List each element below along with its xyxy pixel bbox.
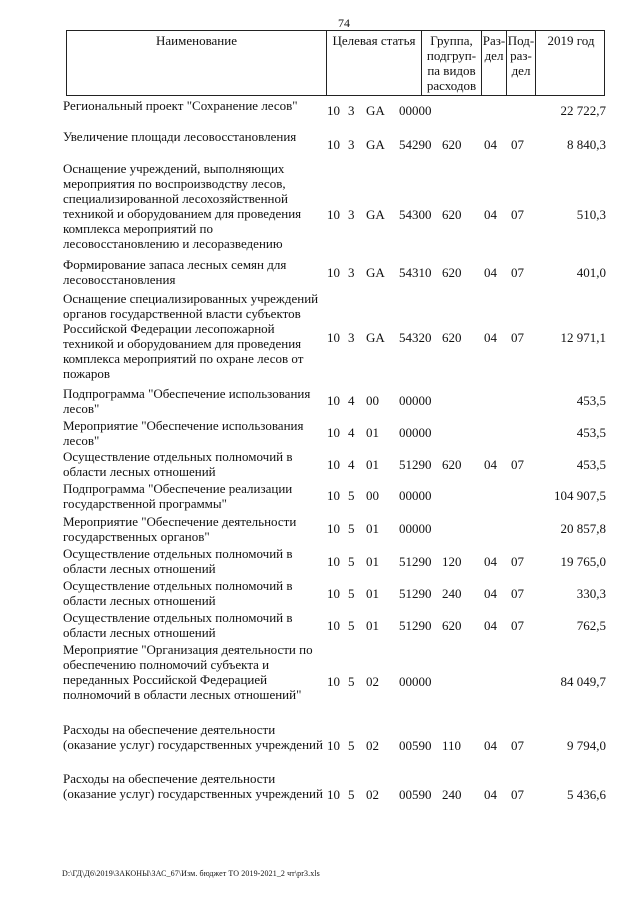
row-name: Осуществление отдельных полномочий в области лесных отношений <box>63 610 293 640</box>
amount-2019: 330,3 <box>576 586 606 601</box>
target-part-2: 5 <box>348 586 355 601</box>
target-part-3: 02 <box>366 738 379 753</box>
row-name: Расходы на обеспечение деятельности (оказание услуг) государственных учреждений <box>63 771 323 801</box>
subsection-code: 07 <box>511 738 524 753</box>
section-code: 04 <box>484 554 497 569</box>
target-part-1: 10 <box>327 425 340 440</box>
subsection-code: 07 <box>511 265 524 280</box>
target-part-2: 5 <box>348 521 355 536</box>
amount-2019: 19 765,0 <box>560 554 606 569</box>
row-name: Мероприятие "Обеспечение деятельности государственных органов" <box>63 514 297 544</box>
target-part-4: 51290 <box>399 457 432 472</box>
target-part-4: 51290 <box>399 586 432 601</box>
target-part-3: 01 <box>366 425 379 440</box>
target-part-3: 01 <box>366 586 379 601</box>
section-code: 04 <box>484 738 497 753</box>
target-part-2: 5 <box>348 618 355 633</box>
target-part-1: 10 <box>327 554 340 569</box>
expense-group: 620 <box>442 457 462 472</box>
amount-2019: 9 794,0 <box>567 738 606 753</box>
expense-group: 620 <box>442 207 462 222</box>
target-part-2: 4 <box>348 393 355 408</box>
target-part-3: GA <box>366 103 385 118</box>
target-part-3: GA <box>366 330 385 345</box>
subsection-code: 07 <box>511 207 524 222</box>
target-part-4: 00000 <box>399 425 432 440</box>
header-name: Наименование <box>156 33 237 48</box>
target-part-1: 10 <box>327 787 340 802</box>
row-name: Региональный проект "Сохранение лесов" <box>63 98 298 113</box>
target-part-2: 4 <box>348 425 355 440</box>
section-code: 04 <box>484 787 497 802</box>
target-part-1: 10 <box>327 457 340 472</box>
subsection-code: 07 <box>511 330 524 345</box>
subsection-code: 07 <box>511 787 524 802</box>
target-part-3: 02 <box>366 787 379 802</box>
target-part-4: 00000 <box>399 393 432 408</box>
amount-2019: 20 857,8 <box>560 521 606 536</box>
row-name: Осуществление отдельных полномочий в области лесных отношений <box>63 449 293 479</box>
target-part-2: 3 <box>348 103 355 118</box>
target-part-4: 54310 <box>399 265 432 280</box>
target-part-4: 54320 <box>399 330 432 345</box>
subsection-code: 07 <box>511 137 524 152</box>
target-part-1: 10 <box>327 674 340 689</box>
target-part-3: 00 <box>366 488 379 503</box>
row-name: Подпрограмма "Обеспечение реализации государственной программы" <box>63 481 293 511</box>
target-part-2: 5 <box>348 674 355 689</box>
target-part-1: 10 <box>327 265 340 280</box>
section-code: 04 <box>484 457 497 472</box>
target-part-1: 10 <box>327 207 340 222</box>
expense-group: 620 <box>442 265 462 280</box>
section-code: 04 <box>484 137 497 152</box>
row-name: Мероприятие "Обеспечение использования лесов" <box>63 418 304 448</box>
target-part-1: 10 <box>327 393 340 408</box>
target-part-1: 10 <box>327 488 340 503</box>
table-header <box>66 30 605 96</box>
amount-2019: 5 436,6 <box>567 787 606 802</box>
subsection-code: 07 <box>511 586 524 601</box>
header-section: Раз- дел <box>481 31 506 95</box>
row-name: Подпрограмма "Обеспечение использования лесов" <box>63 386 311 416</box>
row-name: Расходы на обеспечение деятельности (оказание услуг) государственных учреждений <box>63 722 323 752</box>
amount-2019: 453,5 <box>576 457 606 472</box>
row-name: Оснащение специализированных учреждений органов государственной власти субъектов Российской Федерации лесопожарной техникой и оборудованием для проведения комплекса мероприятий по охране лесов от пожаров <box>63 291 319 381</box>
amount-2019: 104 907,5 <box>554 488 606 503</box>
target-part-1: 10 <box>327 103 340 118</box>
target-part-2: 3 <box>348 207 355 222</box>
amount-2019: 453,5 <box>576 425 606 440</box>
subsection-code: 07 <box>511 618 524 633</box>
target-part-3: 02 <box>366 674 379 689</box>
target-part-4: 00000 <box>399 488 432 503</box>
target-part-1: 10 <box>327 586 340 601</box>
target-part-3: 01 <box>366 457 379 472</box>
amount-2019: 510,3 <box>576 207 606 222</box>
target-part-4: 00000 <box>399 674 432 689</box>
target-part-4: 00000 <box>399 521 432 536</box>
target-part-3: 01 <box>366 521 379 536</box>
section-code: 04 <box>484 618 497 633</box>
section-code: 04 <box>484 330 497 345</box>
header-target: Целевая статья <box>326 31 421 95</box>
row-name: Осуществление отдельных полномочий в области лесных отношений <box>63 546 293 576</box>
page-number: 74 <box>338 16 350 30</box>
target-part-2: 3 <box>348 265 355 280</box>
target-part-4: 00590 <box>399 738 432 753</box>
target-part-1: 10 <box>327 137 340 152</box>
target-part-3: 00 <box>366 393 379 408</box>
target-part-3: GA <box>366 207 385 222</box>
target-part-4: 00590 <box>399 787 432 802</box>
amount-2019: 8 840,3 <box>567 137 606 152</box>
amount-2019: 762,5 <box>576 618 606 633</box>
amount-2019: 453,5 <box>576 393 606 408</box>
target-part-3: GA <box>366 265 385 280</box>
expense-group: 110 <box>442 738 462 753</box>
target-part-4: 51290 <box>399 554 432 569</box>
header-year: 2019 год <box>535 31 606 95</box>
target-part-1: 10 <box>327 330 340 345</box>
target-part-1: 10 <box>327 738 340 753</box>
target-part-3: GA <box>366 137 385 152</box>
row-name: Осуществление отдельных полномочий в области лесных отношений <box>63 578 293 608</box>
target-part-3: 01 <box>366 618 379 633</box>
expense-group: 620 <box>442 330 462 345</box>
target-part-2: 5 <box>348 738 355 753</box>
row-name: Формирование запаса лесных семян для лесовосстановления <box>63 257 287 287</box>
section-code: 04 <box>484 586 497 601</box>
target-part-2: 5 <box>348 488 355 503</box>
expense-group: 120 <box>442 554 462 569</box>
target-part-4: 00000 <box>399 103 432 118</box>
header-group: Группа, подгруп- па видов расходов <box>421 31 481 95</box>
target-part-2: 5 <box>348 787 355 802</box>
expense-group: 240 <box>442 787 462 802</box>
target-part-3: 01 <box>366 554 379 569</box>
file-path-footer: D:\ГД\Д6\2019\ЗАКОНЫ\ЗАС_67\Изм. бюджет ТО 2019-2021_2 чт\pr3.xls <box>62 869 320 878</box>
target-part-2: 5 <box>348 554 355 569</box>
row-name: Мероприятие "Организация деятельности по обеспечению полномочий субъекта и переданных Российской Федерацией полномочий в области лесных отношений" <box>63 642 313 702</box>
target-part-2: 4 <box>348 457 355 472</box>
target-part-4: 54300 <box>399 207 432 222</box>
section-code: 04 <box>484 207 497 222</box>
amount-2019: 84 049,7 <box>560 674 606 689</box>
expense-group: 620 <box>442 137 462 152</box>
target-part-2: 3 <box>348 330 355 345</box>
amount-2019: 22 722,7 <box>560 103 606 118</box>
subsection-code: 07 <box>511 554 524 569</box>
expense-group: 620 <box>442 618 462 633</box>
row-name: Оснащение учреждений, выполняющих мероприятия по воспроизводству лесов, специализированной лесохозяйственной техникой и оборудованием для проведения комплекса мероприятий по лесовосстановлению и лесоразведению <box>63 161 302 251</box>
target-part-4: 51290 <box>399 618 432 633</box>
target-part-1: 10 <box>327 521 340 536</box>
row-name: Увеличение площади лесовосстановления <box>63 129 297 144</box>
expense-group: 240 <box>442 586 462 601</box>
target-part-4: 54290 <box>399 137 432 152</box>
amount-2019: 12 971,1 <box>560 330 606 345</box>
amount-2019: 401,0 <box>576 265 606 280</box>
subsection-code: 07 <box>511 457 524 472</box>
target-part-2: 3 <box>348 137 355 152</box>
header-subsection: Под- раз- дел <box>506 31 535 95</box>
target-part-1: 10 <box>327 618 340 633</box>
section-code: 04 <box>484 265 497 280</box>
